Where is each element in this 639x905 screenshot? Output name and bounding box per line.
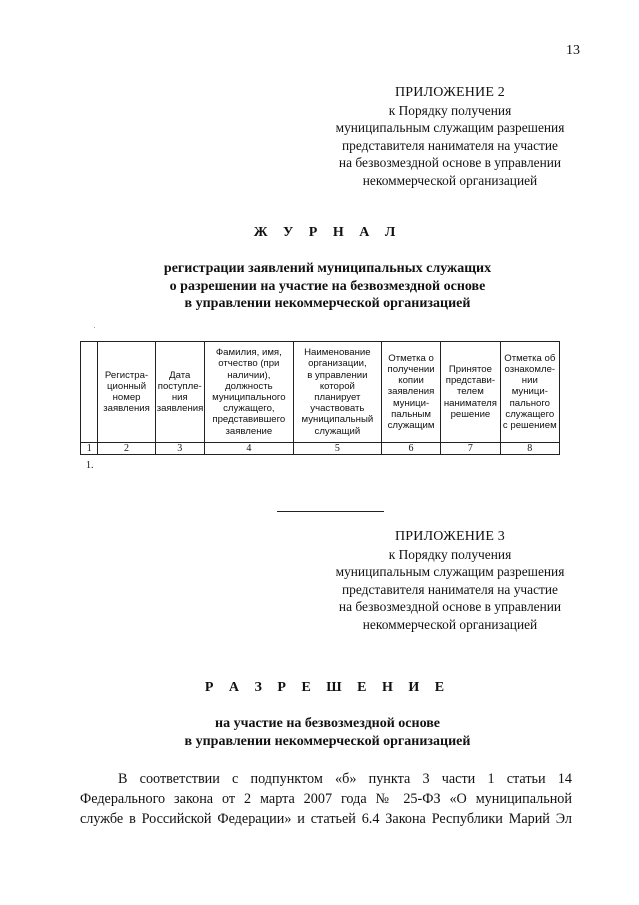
column-header-registration-number: Регистра- ционный номер заявления bbox=[98, 342, 155, 443]
column-header-decision: Принятое представи- телем нанимателя решение bbox=[441, 342, 500, 443]
journal-subtitle-line: о разрешении на участие на безвозмездной основе bbox=[169, 278, 486, 294]
appendix-2-line: представителя нанимателя на участие bbox=[342, 137, 558, 153]
permit-subtitle bbox=[8, 715, 639, 750]
column-number: 6 bbox=[381, 443, 440, 455]
appendix-3-line: к Порядку получения bbox=[388, 546, 512, 562]
column-number: 1 bbox=[81, 443, 98, 455]
appendix-3-heading: ПРИЛОЖЕНИЕ 3 bbox=[394, 529, 506, 544]
journal-row-number: 1. bbox=[86, 460, 94, 471]
appendix-3-line: муниципальным служащим разрешения bbox=[335, 564, 565, 580]
scan-speck bbox=[94, 327, 95, 328]
appendix-3-line: на безвозмездной основе в управлении bbox=[338, 599, 562, 615]
journal-subtitle-line: регистрации заявлений муниципальных служащих bbox=[163, 261, 492, 276]
journal-subtitle bbox=[8, 260, 639, 313]
appendix-2-line: на безвозмездной основе в управлении bbox=[338, 155, 562, 171]
journal-subtitle-line: в управлении некоммерческой организацией bbox=[184, 296, 471, 311]
column-number: 3 bbox=[155, 443, 204, 455]
column-number: 7 bbox=[441, 443, 500, 455]
column-number: 4 bbox=[204, 443, 293, 455]
appendix-2-line: некоммерческой организацией bbox=[362, 172, 538, 188]
body-text-line: службе в Российской Федерации» и статьей 6.4 Закона Республики Марий Эл bbox=[80, 811, 572, 827]
appendix-2-line: к Порядку получения bbox=[388, 102, 512, 118]
body-text-line: Федерального закона от 2 марта 2007 года № 25-ФЗ «О муниципальной bbox=[80, 791, 572, 807]
appendix-2-heading: ПРИЛОЖЕНИЕ 2 bbox=[394, 85, 506, 100]
permit-subtitle-line: на участие на безвозмездной основе bbox=[215, 716, 440, 731]
appendix-3-line: представителя нанимателя на участие bbox=[342, 581, 558, 597]
section-divider bbox=[277, 511, 384, 512]
appendix-2-line: муниципальным служащим разрешения bbox=[335, 120, 565, 136]
column-header-organization-name: Наименование организации, в управлении которой планирует участвовать муниципальный служащий bbox=[293, 342, 381, 443]
column-header bbox=[81, 342, 98, 443]
column-number: 2 bbox=[98, 443, 155, 455]
appendix-3-header bbox=[280, 528, 620, 634]
journal-header-row bbox=[81, 342, 560, 443]
column-number: 5 bbox=[293, 443, 381, 455]
journal-table bbox=[80, 341, 560, 455]
column-header-employee-name: Фамилия, имя, отчество (при наличии), должность муниципального служащего, представившего заявление bbox=[204, 342, 293, 443]
column-header-receipt-date: Дата поступле- ния заявления bbox=[155, 342, 204, 443]
journal-title: Ж У Р Н А Л bbox=[253, 225, 402, 240]
permit-title: Р А З Р Е Ш Е Н И Е bbox=[204, 680, 451, 695]
journal-number-row bbox=[81, 443, 560, 455]
column-header-acknowledgement: Отметка об ознакомле- нии муници- пального служащего с решением bbox=[500, 342, 559, 443]
permit-body-text bbox=[80, 769, 572, 829]
page-number: 13 bbox=[566, 43, 580, 58]
permit-subtitle-line: в управлении некоммерческой организацией bbox=[184, 733, 471, 749]
column-number: 8 bbox=[500, 443, 559, 455]
body-text-line: В соответствии с подпунктом «б» пункта 3 части 1 статьи 14 bbox=[118, 771, 572, 787]
appendix-2-header bbox=[280, 84, 620, 190]
column-header-copy-receipt: Отметка о получении копии заявления муници- пальным служащим bbox=[381, 342, 440, 443]
appendix-3-line: некоммерческой организацией bbox=[362, 616, 538, 632]
